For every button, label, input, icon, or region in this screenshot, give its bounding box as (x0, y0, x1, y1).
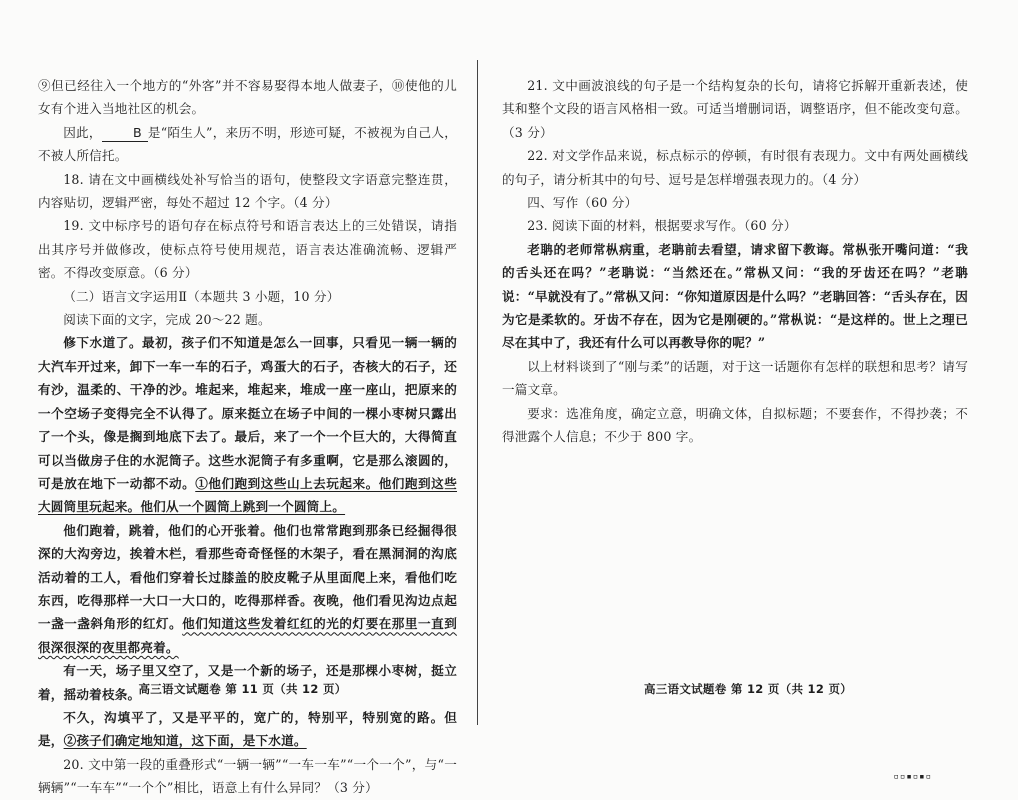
right-page (478, 0, 1018, 785)
reading-instruction: 阅读下面的文字，完成 20～22 题。 (63, 312, 271, 328)
page-footer-11: 高三语文试题卷 第 11 页（共 12 页） (138, 682, 347, 696)
reading-paragraph-2 (38, 519, 457, 659)
question-23: 23. 阅读下面的材料，根据要求写作。（60 分） (527, 218, 797, 234)
left-page (0, 0, 475, 796)
passage-paragraph-blank (38, 121, 457, 168)
reading-paragraph-4 (38, 706, 457, 753)
reading-text: 他们跑着，跳着，他们的心开张着。他们也常常跑到那条已经掘得很深的大沟旁边，挨着木栏，看那些奇奇怪怪的木架子，看在黑洞洞的沟底活动着的工人，看他们穿着长过膝盖的胶皮靴子从里面爬上来，看他们吃东西，吃得那样一大口一大口的，吃得那样香。夜晚，他们看见沟边点起一盏一盏斜角形的红灯。 (38, 522, 457, 632)
passage-paragraph: ⑨但已经往入一个地方的“外客”并不容易娶得本地人做妻子，⑩使他的儿女有个进入当地社区的机会。 (38, 78, 457, 117)
section-heading: （二）语言文字运用Ⅱ（本题共 3 小题，10 分） (63, 288, 340, 304)
text-after-blank: 是“陌生人”，来历不明，形迹可疑，不被视为自己人，不被人所信托。 (38, 124, 457, 164)
reading-text: 修下水道了。最初，孩子们不知道是怎么一回事，只看见一辆一辆的大汽车开过来，卸下一车一车的石子，鸡蛋大的石子，杏核大的石子，还有沙，温柔的、干净的沙。堆起来，堆起来，堆成一座一座山，把原来的一个空场子变得完全不认得了。原来挺立在场子中间的一棵小枣树只露出了一个头，像是搁到地底下去了。最后，来了一个一个巨大的，大得简直可以当做房子住的水泥筒子。这些水泥筒子有多重啊，它是那么滚圆的，可是放在地下一动都不动。 (38, 335, 457, 491)
underlined-sentence-1: ①他们跑到这些山上去玩起来。他们跑到这些大圆筒里玩起来。他们从一个圆筒上跳到一个圆筒上。 (38, 475, 458, 515)
underlined-sentence-2: ②孩子们确定地知道，这下面，是下水道。 (63, 733, 307, 749)
corner-code-mark: ▫▫▪▫▪▫ (893, 772, 932, 782)
question-20: 20. 文中第一段的重叠形式“一辆一辆”“一车一车”“一个一个”，与“一辆辆”“一车车”“一个个”相比，语意上有什么异同？（3 分） (38, 756, 457, 796)
question-21: 21. 文中画波浪线的句子是一个结构复杂的长句，请将它拆解开重新表述，使其和整个文段的语言风格相一致。可适当增删词语，调整语序，但不能改变句意。（3 分） (502, 78, 968, 140)
reading-paragraph-1 (38, 331, 457, 518)
writing-prompt: 以上材料谈到了“刚与柔”的话题，对于这一话题你有怎样的联想和思考？请写一篇文章。 (502, 358, 968, 398)
reading-text: 不久，沟填平了，又是平平的，宽广的，特别平，特别宽的路。但是， (38, 709, 457, 749)
question-22: 22. 对文学作品来说，标点标示的停顿，有时很有表现力。文中有两处画横线的句子，请分析其中的句号、逗号是怎样增强表现力的。（4 分） (502, 148, 968, 187)
writing-requirements: 要求：选准角度，确定立意，明确文体，自拟标题；不要套作，不得抄袭；不得泄露个人信息；不少于 800 字。 (502, 405, 968, 445)
text-before-blank: 因此， (63, 124, 102, 140)
wavy-underlined-sentence: 他们知道这些发着红红的光的灯要在那里一直到很深很深的夜里都亮着。 (38, 616, 457, 655)
question-19: 19. 文中标序号的语句存在标点符号和语言表达上的三处错误，请指出其序号并做修改，使标点符号使用规范，语言表达准确流畅、逻辑严密。不得改变原意。（6 分） (38, 218, 457, 281)
reading-paragraph-3: 有一天，场子里又空了，又是一个新的场子，还是那棵小枣树，挺立着，摇动着枝条。 (38, 663, 457, 702)
section-writing-heading: 四、写作（60 分） (527, 195, 638, 211)
question-18: 18. 请在文中画横线处补写恰当的语句，使整段文字语意完整连贯，内容贴切，逻辑严密，每处不超过 12 个字。（4 分） (38, 171, 457, 211)
writing-material: 老聃的老师常枞病重，老聃前去看望，请求留下教诲。常枞张开嘴问道：“我的舌头还在吗？”老聃说：“当然还在。”常枞又问：“我的牙齿还在吗？”老聃说：“早就没有了。”常枞又问：“你知道原因是什么吗？”老聃回答：“舌头存在，因为它是柔软的。牙齿不存在，因为它是刚硬的。”常枞说：“是这样的。世上之理已尽在其中了，我还有什么可以再教导你的呢？” (502, 241, 968, 351)
fill-blank-b: B (102, 125, 148, 142)
page-footer-12: 高三语文试题卷 第 12 页（共 12 页） (643, 682, 853, 696)
